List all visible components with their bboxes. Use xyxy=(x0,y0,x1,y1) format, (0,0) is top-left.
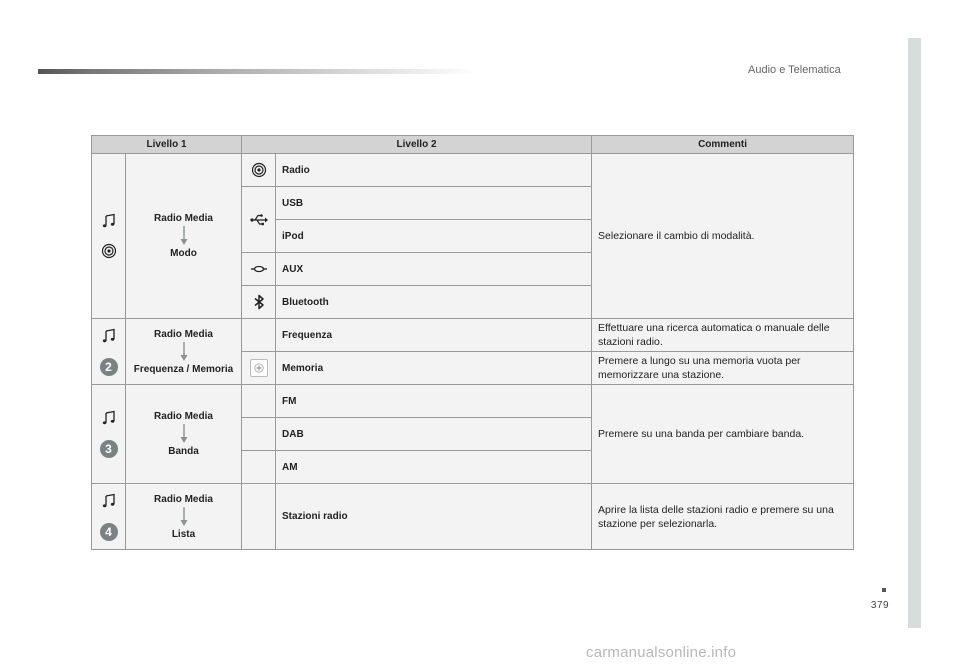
music-note-icon xyxy=(101,493,117,509)
row-icon xyxy=(242,352,276,385)
header-level2: Livello 2 xyxy=(242,136,592,154)
row-icon-empty xyxy=(242,385,276,418)
row-icon xyxy=(242,187,276,253)
group4-icons xyxy=(92,484,126,550)
level1-top-label: Radio Media xyxy=(154,493,213,505)
row-icon-empty xyxy=(242,484,276,550)
level2-label: Bluetooth xyxy=(276,286,592,319)
level2-label: AUX xyxy=(276,253,592,286)
level2-label: FM xyxy=(276,385,592,418)
bluetooth-icon xyxy=(253,294,265,310)
radio-icon xyxy=(101,243,117,259)
header-gradient-bar xyxy=(38,69,478,74)
music-note-icon xyxy=(101,410,117,426)
usb-icon xyxy=(250,213,268,227)
level1-bottom-label: Banda xyxy=(168,446,199,457)
arrow-down-icon xyxy=(179,226,189,246)
header-level1: Livello 1 xyxy=(92,136,242,154)
row-icon-empty xyxy=(242,418,276,451)
level1-bottom-label: Modo xyxy=(170,248,197,259)
section-title: Audio e Telematica xyxy=(748,64,841,76)
group4-comment: Aprire la lista delle stazioni radio e premere su una stazione per selezionarla. xyxy=(592,484,854,550)
row-icon-empty xyxy=(242,319,276,352)
arrow-down-icon xyxy=(179,424,189,444)
group2-level1 xyxy=(126,319,242,385)
page-number: 379 xyxy=(870,600,890,611)
radio-icon xyxy=(251,162,267,178)
level2-label: AM xyxy=(276,451,592,484)
level2-label: iPod xyxy=(276,220,592,253)
table-row xyxy=(92,154,854,187)
level1-top-label: Radio Media xyxy=(154,328,213,340)
music-note-icon xyxy=(101,213,117,229)
group3-icons xyxy=(92,385,126,484)
step-badge: 4 xyxy=(100,523,118,541)
table-header-row xyxy=(92,136,854,154)
group3-comment: Premere su una banda per cambiare banda. xyxy=(592,385,854,484)
level2-label: Memoria xyxy=(276,352,592,385)
group3-level1 xyxy=(126,385,242,484)
music-note-icon xyxy=(101,328,117,344)
level1-top-label: Radio Media xyxy=(154,213,213,224)
add-memory-icon xyxy=(250,359,268,377)
row-icon-empty xyxy=(242,451,276,484)
step-badge: 3 xyxy=(100,440,118,458)
level2-label: Radio xyxy=(276,154,592,187)
level1-bottom-label: Frequenza / Memoria xyxy=(133,363,234,375)
menu-table xyxy=(91,135,854,550)
row-icon xyxy=(242,253,276,286)
group1-level1 xyxy=(126,154,242,319)
row-icon xyxy=(242,154,276,187)
watermark: carmanualsonline.info xyxy=(586,644,737,661)
group1-comment: Selezionare il cambio di modalità. xyxy=(592,154,854,319)
arrow-down-icon xyxy=(179,342,189,362)
table-row xyxy=(92,385,854,418)
level1-top-label: Radio Media xyxy=(154,411,213,422)
group2-icons xyxy=(92,319,126,385)
level2-label: DAB xyxy=(276,418,592,451)
row-comment: Premere a lungo su una memoria vuota per memorizzare una stazione. xyxy=(592,352,854,385)
arrow-down-icon xyxy=(179,507,189,527)
level2-label: USB xyxy=(276,187,592,220)
page-marker xyxy=(882,588,886,592)
header-comments: Commenti xyxy=(592,136,854,154)
level1-bottom-label: Lista xyxy=(171,528,196,540)
step-badge: 2 xyxy=(100,358,118,376)
table-row xyxy=(92,319,854,352)
level2-label: Stazioni radio xyxy=(276,484,592,550)
aux-icon xyxy=(250,263,268,275)
side-stripe xyxy=(908,38,921,628)
row-comment: Effettuare una ricerca automatica o manuale delle stazioni radio. xyxy=(592,319,854,352)
group1-icons xyxy=(92,154,126,319)
level2-label: Frequenza xyxy=(276,319,592,352)
row-icon xyxy=(242,286,276,319)
table-row xyxy=(92,484,854,550)
group4-level1 xyxy=(126,484,242,550)
